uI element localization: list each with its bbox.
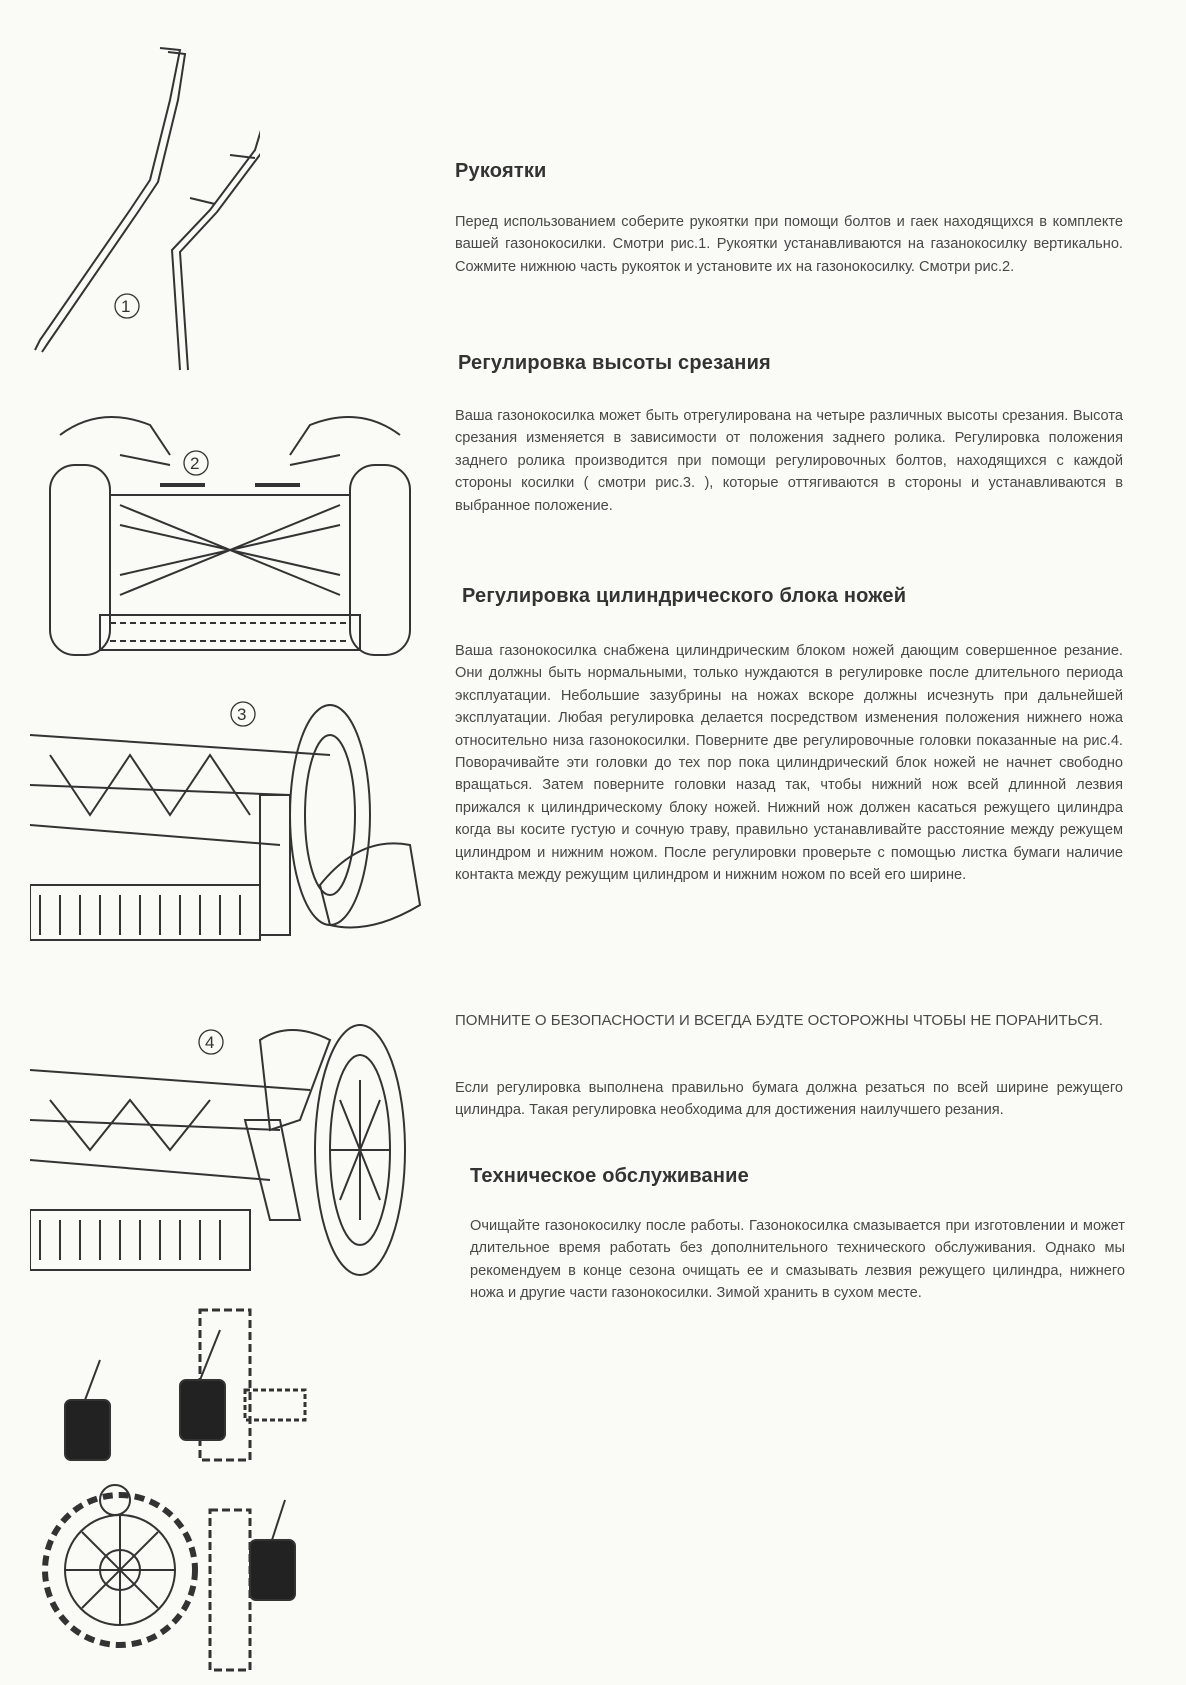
paragraph-cut-height: Ваша газонокосилка может быть отрегулирована на четыре различных высоты срезания. Высота срезания изменяется в зависимости от положения заднего ролика. Регулировка положения заднего ролика производится при помощи регулировочных болтов, находящихся с каждой стороны косилки ( смотри рис.3. ), которые оттягиваются в стороны и устанавливаются в выбранное положение. — [455, 408, 1123, 514]
section-heading-cut-height: Регулировка высоты срезания — [458, 352, 771, 374]
paragraph-maintenance: Очищайте газонокосилку после работы. Газонокосилка смазывается при изготовлении и может длительное время работать без дополнительного технического обслуживания. Однако мы рекомендуем в конце сезона очищать ее и смазывать лезвия режущего цилиндра, нижнего ножа и другие части газонокосилки. Зимой хранить в сухом месте. — [470, 1218, 1125, 1302]
figure-2-handles-mount — [40, 395, 420, 665]
figure-lubrication — [40, 1300, 340, 1675]
section-heading-blade-adjust: Регулировка цилиндрического блока ножей — [462, 585, 907, 607]
paragraph-blade-adjust: Ваша газонокосилка снабжена цилиндрическим блоком ножей дающим совершенное резание. Они должны быть нормальными, только нуждаются в регулировке после длительного периода эксплуатации. Небольшие зазубрины на ножах вскоре должны исчезнуть при дальнейшей эксплуатации. Любая регулировка делается посредством изменения положения нижнего ножа относительно низа газонокосилки. Поверните две регулировочные головки показанные на рис.4. Поворачивайте эти головки до тех пор пока цилиндрический блок ножей не начнет свободно вращаться. Затем поверните головки назад так, чтобы нижний нож всей длинной лезвия прижался к цилиндрическому блоку ножей. Нижний нож должен касаться режущего цилиндра когда вы косите густую и сочную траву, правильно устанавливайте расстояние между режущем цилиндром и нижним ножом. После регулировки проверьте с помощью листка бумаги наличие контакта между режущим цилиндром и нижним ножом по всей его ширине. — [455, 643, 1123, 884]
figure-label: 2 — [190, 454, 200, 473]
paragraph-handles: Перед использованием соберите рукоятки при помощи болтов и гаек находящихся в комплекте вашей газонокосилки. Смотри рис.1. Рукоятки устанавливаются на газанокосилку вертикально. Сожмите нижнюю часть рукояток и установите их на газонокосилку. Смотри рис.2. — [455, 214, 1123, 275]
figure-1-handles — [20, 40, 260, 390]
figure-3-height-adjust — [30, 695, 430, 965]
paragraph-blade-result: Если регулировка выполнена правильно бумага должна резаться по всей ширине режущего цилиндра. Такая регулировка необходима для достижения наилучшего резания. — [455, 1080, 1123, 1119]
safety-warning: ПОМНИТЕ О БЕЗОПАСНОСТИ И ВСЕГДА БУДТЕ ОСТОРОЖНЫ ЧТОБЫ НЕ ПОРАНИТЬСЯ. — [455, 1012, 1103, 1029]
figure-4-blade-knobs — [30, 1020, 430, 1290]
figure-label: 3 — [237, 705, 247, 724]
section-heading-handles: Рукоятки — [455, 160, 547, 182]
section-heading-maintenance: Техническое обслуживание — [470, 1165, 749, 1187]
figure-label: 4 — [205, 1033, 215, 1052]
figure-label: 1 — [121, 297, 131, 316]
